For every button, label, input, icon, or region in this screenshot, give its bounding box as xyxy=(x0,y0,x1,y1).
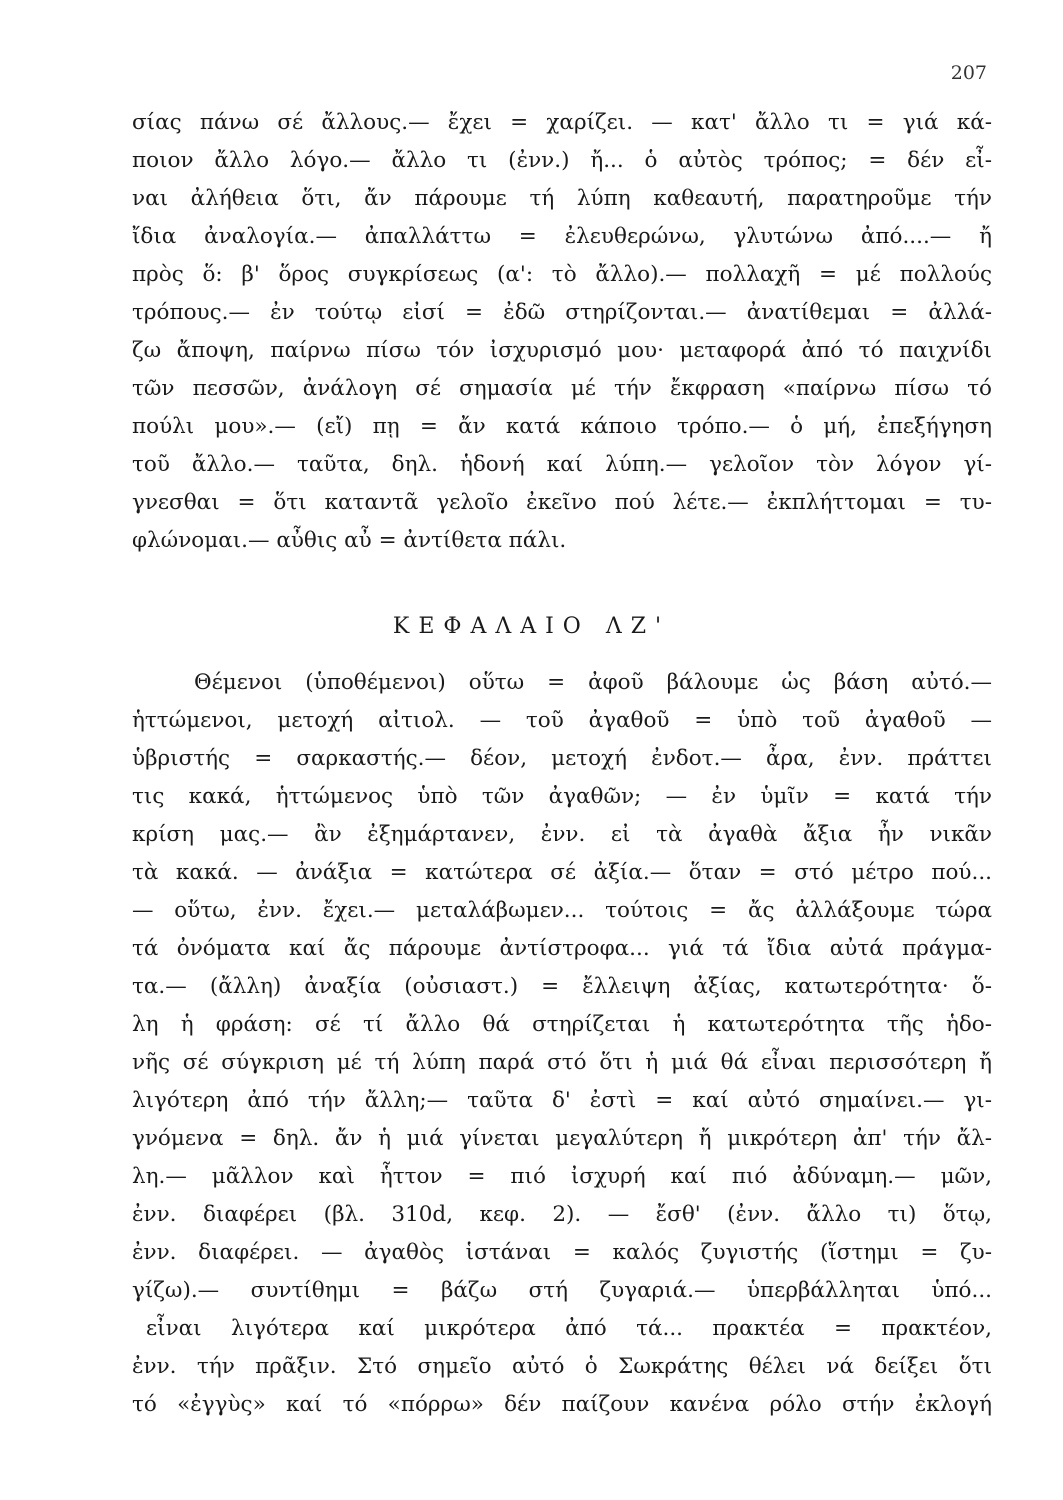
text-line: πούλι μου».— (εἴ) πῃ = ἄν κατά κάποιο τρόπο.— ὁ μή, ἐπεξήγηση xyxy=(132,414,992,439)
text-line: ζω ἄποψη, παίρνω πίσω τόν ἰσχυρισμό μου· μεταφορά ἀπό τό παιχνίδι xyxy=(132,338,992,363)
text-line: τά ὀνόματα καί ἄς πάρουμε ἀντίστροφα... γιά τά ἴδια αὐτά πράγμα- xyxy=(132,936,992,961)
text-line: εἶναι λιγότερα καί μικρότερα ἀπό τά... πρακτέα = πρακτέον, xyxy=(146,1316,992,1341)
text-line: λη ἡ φράση: σέ τί ἄλλο θά στηρίζεται ἡ κατωτερότητα τῆς ἡδο- xyxy=(132,1012,992,1037)
text-line: τό «ἐγγὺς» καί τό «πόρρω» δέν παίζουν κανένα ρόλο στήν ἐκλογή xyxy=(132,1392,992,1417)
text-line: τὰ κακά. — ἀνάξια = κατώτερα σέ ἀξία.— ὅταν = στό μέτρο πού... xyxy=(132,860,992,885)
commentary-text-top xyxy=(132,104,992,560)
text-line: ἐνν. τήν πρᾶξιν. Στό σημεῖο αὐτό ὁ Σωκράτης θέλει νά δείξει ὅτι xyxy=(132,1354,992,1379)
text-line: τοῦ ἄλλο.— ταῦτα, δηλ. ἡδονή καί λύπη.— γελοῖον τὸν λόγον γί- xyxy=(132,452,992,477)
text-line: γίζω).— συντίθημι = βάζω στή ζυγαριά.— ὑπερβάλληται ὑπό... xyxy=(132,1278,992,1303)
text-line: ἴδια ἀναλογία.— ἀπαλλάττω = ἐλευθερώνω, γλυτώνω ἀπό....— ἤ xyxy=(132,224,992,249)
text-line: νῆς σέ σύγκριση μέ τή λύπη παρά στό ὅτι ἡ μιά θά εἶναι περισσότερη ἤ xyxy=(132,1050,992,1075)
text-line: τρόπους.— ἐν τούτῳ εἰσί = ἐδῶ στηρίζονται.— ἀνατίθεμαι = ἀλλά- xyxy=(132,300,992,325)
text-line: φλώνομαι.— αὖθις αὖ = ἀντίθετα πάλι. xyxy=(132,528,567,553)
text-line: κρίση μας.— ἂν ἐξημάρτανεν, ἐνν. εἰ τὰ ἀγαθὰ ἄξια ἦν νικᾶν xyxy=(132,822,992,847)
text-line: — οὕτω, ἐνν. ἔχει.— μεταλάβωμεν... τούτοις = ἄς ἀλλάξουμε τώρα xyxy=(132,898,992,923)
commentary-text-bottom xyxy=(132,664,992,1424)
text-line: Θέμενοι (ὑποθέμενοι) οὕτω = ἀφοῦ βάλουμε ὡς βάση αὐτό.— xyxy=(194,670,992,695)
text-line: σίας πάνω σέ ἄλλους.— ἔχει = χαρίζει. — κατ' ἄλλο τι = γιά κά- xyxy=(132,110,992,135)
text-line: τῶν πεσσῶν, ἀνάλογη σέ σημασία μέ τήν ἔκφραση «παίρνω πίσω τό xyxy=(132,376,992,401)
text-line: ἐνν. διαφέρει (βλ. 310d, κεφ. 2). — ἔσθ' (ἐνν. ἄλλο τι) ὅτῳ, xyxy=(132,1202,992,1227)
text-line: πρὸς ὅ: β' ὅρος συγκρίσεως (α': τὸ ἄλλο).— πολλαχῆ = μέ πολλούς xyxy=(132,262,992,287)
text-line: ἡττώμενοι, μετοχή αἰτιολ. — τοῦ ἀγαθοῦ = ὑπὸ τοῦ ἀγαθοῦ — xyxy=(132,708,992,733)
text-line: γνόμενα = δηλ. ἄν ἡ μιά γίνεται μεγαλύτερη ἤ μικρότερη ἀπ' τήν ἄλ- xyxy=(132,1126,992,1151)
text-line: ναι ἀλήθεια ὅτι, ἄν πάρουμε τή λύπη καθεαυτή, παρατηροῦμε τήν xyxy=(132,186,992,211)
page-number: 207 xyxy=(950,62,987,84)
text-line: ποιον ἄλλο λόγο.— ἄλλο τι (ἐνν.) ἤ... ὁ αὐτὸς τρόπος; = δέν εἶ- xyxy=(132,148,992,173)
text-line: τα.— (ἄλλη) ἀναξία (οὐσιαστ.) = ἔλλειψη ἀξίας, κατωτερότητα· ὅ- xyxy=(132,974,992,999)
text-line: τις κακά, ἡττώμενος ὑπὸ τῶν ἀγαθῶν; — ἐν ὑμῖν = κατά τήν xyxy=(132,784,992,809)
text-line: λιγότερη ἀπό τήν ἄλλη;— ταῦτα δ' ἐστὶ = καί αὐτό σημαίνει.— γι- xyxy=(132,1088,992,1113)
text-line: ἐνν. διαφέρει. — ἀγαθὸς ἱστάναι = καλός ζυγιστής (ἵστημι = ζυ- xyxy=(132,1240,992,1265)
text-line: λη.— μᾶλλον καὶ ἧττον = πιό ἰσχυρή καί πιό ἀδύναμη.— μῶν, xyxy=(132,1164,992,1189)
text-line: γνεσθαι = ὅτι καταντᾶ γελοῖο ἐκεῖνο πού λέτε.— ἐκπλήττομαι = τυ- xyxy=(132,490,992,515)
chapter-heading: ΚΕΦΑΛΑΙΟ ΛΖ' xyxy=(392,614,671,639)
text-line: ὑβριστής = σαρκαστής.— δέον, μετοχή ἐνδοτ.— ἆρα, ἐνν. πράττει xyxy=(132,746,992,771)
